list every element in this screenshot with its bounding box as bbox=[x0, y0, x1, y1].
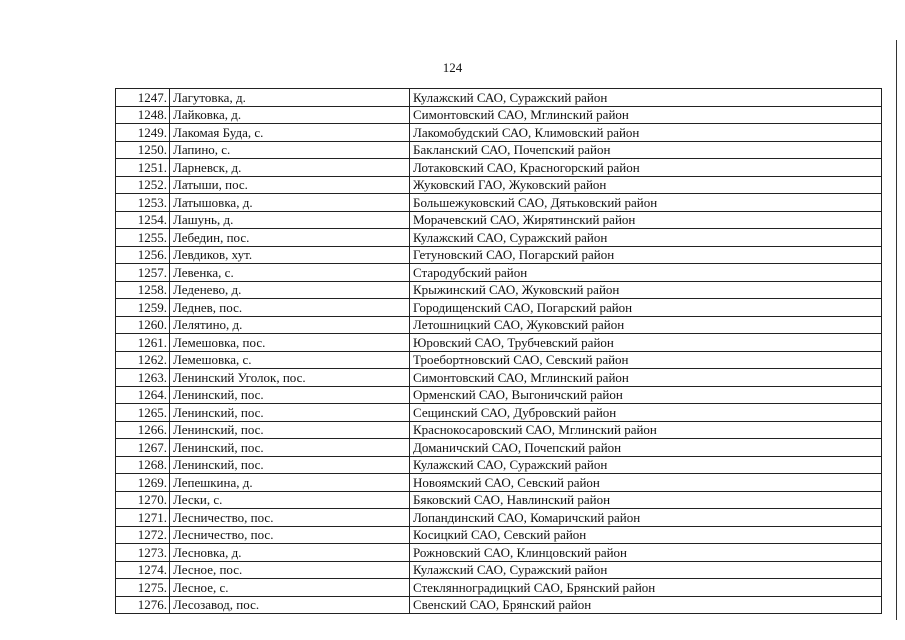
administrative-area: Юровский САО, Трубчевский район bbox=[410, 334, 882, 352]
administrative-area: Рожновский САО, Клинцовский район bbox=[410, 544, 882, 562]
row-number: 1270. bbox=[116, 491, 170, 509]
row-number: 1260. bbox=[116, 316, 170, 334]
administrative-area: Симонтовский САО, Мглинский район bbox=[410, 369, 882, 387]
table-row bbox=[116, 176, 882, 194]
administrative-area: Троебортновский САО, Севский район bbox=[410, 351, 882, 369]
row-number: 1253. bbox=[116, 194, 170, 212]
row-number: 1264. bbox=[116, 386, 170, 404]
table-row bbox=[116, 456, 882, 474]
settlement-name: Лесозавод, пос. bbox=[170, 596, 410, 614]
row-number: 1249. bbox=[116, 124, 170, 142]
row-number: 1272. bbox=[116, 526, 170, 544]
administrative-area: Кулажский САО, Суражский район bbox=[410, 561, 882, 579]
administrative-area: Гетуновский САО, Погарский район bbox=[410, 246, 882, 264]
table-row bbox=[116, 229, 882, 247]
settlement-name: Леднев, пос. bbox=[170, 299, 410, 317]
table-row bbox=[116, 579, 882, 597]
table-row bbox=[116, 509, 882, 527]
settlement-name: Лебедин, пос. bbox=[170, 229, 410, 247]
settlements-table bbox=[115, 88, 882, 614]
row-number: 1258. bbox=[116, 281, 170, 299]
settlement-name: Ленинский, пос. bbox=[170, 421, 410, 439]
row-number: 1266. bbox=[116, 421, 170, 439]
settlement-name: Лески, с. bbox=[170, 491, 410, 509]
table-row bbox=[116, 596, 882, 614]
administrative-area: Бяковский САО, Навлинский район bbox=[410, 491, 882, 509]
settlement-name: Латыши, пос. bbox=[170, 176, 410, 194]
settlement-name: Лесное, пос. bbox=[170, 561, 410, 579]
table-row bbox=[116, 281, 882, 299]
row-number: 1267. bbox=[116, 439, 170, 457]
settlement-name: Ленинский, пос. bbox=[170, 439, 410, 457]
settlement-name: Лакомая Буда, с. bbox=[170, 124, 410, 142]
table-row bbox=[116, 194, 882, 212]
table-row bbox=[116, 106, 882, 124]
row-number: 1274. bbox=[116, 561, 170, 579]
administrative-area: Морачевский САО, Жирятинский район bbox=[410, 211, 882, 229]
settlement-name: Лемешовка, пос. bbox=[170, 334, 410, 352]
adjacent-page-edge bbox=[896, 40, 897, 620]
settlement-name: Левдиков, хут. bbox=[170, 246, 410, 264]
administrative-area: Бакланский САО, Почепский район bbox=[410, 141, 882, 159]
row-number: 1257. bbox=[116, 264, 170, 282]
row-number: 1265. bbox=[116, 404, 170, 422]
table-row bbox=[116, 316, 882, 334]
table-row bbox=[116, 211, 882, 229]
administrative-area: Краснокосаровский САО, Мглинский район bbox=[410, 421, 882, 439]
row-number: 1276. bbox=[116, 596, 170, 614]
administrative-area: Городищенский САО, Погарский район bbox=[410, 299, 882, 317]
row-number: 1269. bbox=[116, 474, 170, 492]
settlement-name: Лагутовка, д. bbox=[170, 89, 410, 107]
settlement-name: Ленинский, пос. bbox=[170, 456, 410, 474]
row-number: 1248. bbox=[116, 106, 170, 124]
row-number: 1263. bbox=[116, 369, 170, 387]
settlement-name: Леденево, д. bbox=[170, 281, 410, 299]
administrative-area: Большежуковский САО, Дятьковский район bbox=[410, 194, 882, 212]
table-row bbox=[116, 159, 882, 177]
settlements-table-body bbox=[116, 89, 882, 614]
row-number: 1252. bbox=[116, 176, 170, 194]
administrative-area: Стародубский район bbox=[410, 264, 882, 282]
row-number: 1273. bbox=[116, 544, 170, 562]
row-number: 1250. bbox=[116, 141, 170, 159]
row-number: 1255. bbox=[116, 229, 170, 247]
administrative-area: Летошницкий САО, Жуковский район bbox=[410, 316, 882, 334]
administrative-area: Лакомобудский САО, Климовский район bbox=[410, 124, 882, 142]
settlement-name: Лесное, с. bbox=[170, 579, 410, 597]
table-row bbox=[116, 89, 882, 107]
row-number: 1259. bbox=[116, 299, 170, 317]
row-number: 1261. bbox=[116, 334, 170, 352]
settlement-name: Лашунь, д. bbox=[170, 211, 410, 229]
table-row bbox=[116, 351, 882, 369]
row-number: 1254. bbox=[116, 211, 170, 229]
administrative-area: Лопандинский САО, Комаричский район bbox=[410, 509, 882, 527]
settlement-name: Лелятино, д. bbox=[170, 316, 410, 334]
settlement-name: Лесновка, д. bbox=[170, 544, 410, 562]
administrative-area: Лотаковский САО, Красногорский район bbox=[410, 159, 882, 177]
administrative-area: Кулажский САО, Суражский район bbox=[410, 456, 882, 474]
row-number: 1271. bbox=[116, 509, 170, 527]
settlement-name: Ларневск, д. bbox=[170, 159, 410, 177]
settlement-name: Ленинский, пос. bbox=[170, 404, 410, 422]
administrative-area: Свенский САО, Брянский район bbox=[410, 596, 882, 614]
table-row bbox=[116, 491, 882, 509]
administrative-area: Орменский САО, Выгоничский район bbox=[410, 386, 882, 404]
table-row bbox=[116, 439, 882, 457]
table-row bbox=[116, 561, 882, 579]
administrative-area: Новоямский САО, Севский район bbox=[410, 474, 882, 492]
administrative-area: Жуковский ГАО, Жуковский район bbox=[410, 176, 882, 194]
administrative-area: Кулажский САО, Суражский район bbox=[410, 229, 882, 247]
table-row bbox=[116, 544, 882, 562]
administrative-area: Симонтовский САО, Мглинский район bbox=[410, 106, 882, 124]
administrative-area: Крыжинский САО, Жуковский район bbox=[410, 281, 882, 299]
administrative-area: Кулажский САО, Суражский район bbox=[410, 89, 882, 107]
row-number: 1268. bbox=[116, 456, 170, 474]
settlement-name: Лесничество, пос. bbox=[170, 526, 410, 544]
settlement-name: Лепешкина, д. bbox=[170, 474, 410, 492]
row-number: 1247. bbox=[116, 89, 170, 107]
table-row bbox=[116, 141, 882, 159]
administrative-area: Стеклянноградицкий САО, Брянский район bbox=[410, 579, 882, 597]
table-row bbox=[116, 334, 882, 352]
page-number: 124 bbox=[442, 60, 463, 75]
settlement-name: Ленинский, пос. bbox=[170, 386, 410, 404]
table-row bbox=[116, 369, 882, 387]
administrative-area: Доманичский САО, Почепский район bbox=[410, 439, 882, 457]
table-row bbox=[116, 526, 882, 544]
table-row bbox=[116, 404, 882, 422]
administrative-area: Косицкий САО, Севский район bbox=[410, 526, 882, 544]
settlement-name: Лайковка, д. bbox=[170, 106, 410, 124]
row-number: 1256. bbox=[116, 246, 170, 264]
settlement-name: Лапино, с. bbox=[170, 141, 410, 159]
table-row bbox=[116, 246, 882, 264]
row-number: 1251. bbox=[116, 159, 170, 177]
table-row bbox=[116, 421, 882, 439]
table-row bbox=[116, 124, 882, 142]
table-row bbox=[116, 264, 882, 282]
settlement-name: Лесничество, пос. bbox=[170, 509, 410, 527]
table-row bbox=[116, 386, 882, 404]
table-row bbox=[116, 299, 882, 317]
settlement-name: Ленинский Уголок, пос. bbox=[170, 369, 410, 387]
table-row bbox=[116, 474, 882, 492]
settlement-name: Левенка, с. bbox=[170, 264, 410, 282]
settlement-name: Лемешовка, с. bbox=[170, 351, 410, 369]
settlement-name: Латышовка, д. bbox=[170, 194, 410, 212]
row-number: 1262. bbox=[116, 351, 170, 369]
row-number: 1275. bbox=[116, 579, 170, 597]
administrative-area: Сещинский САО, Дубровский район bbox=[410, 404, 882, 422]
